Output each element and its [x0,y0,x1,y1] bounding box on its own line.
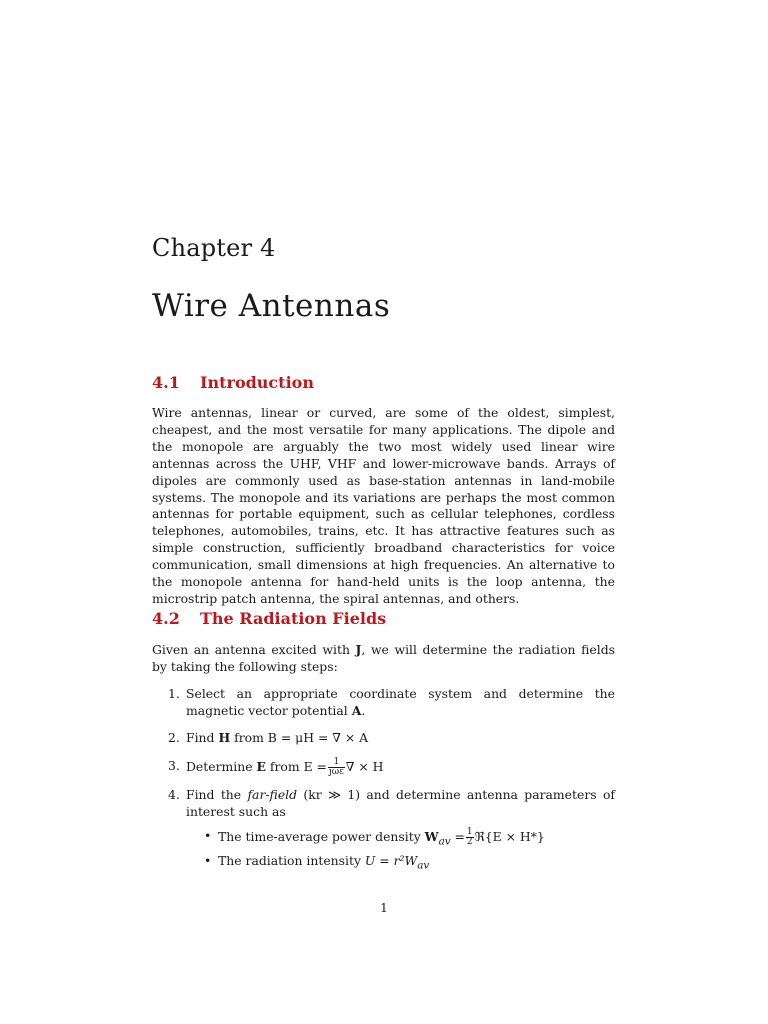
step-item: 2. Find H from B = μH = ∇ × A [168,730,369,746]
radiation-fields-intro: Given an antenna excited with J, we will determine the radiation fields by taking the following steps: [152,642,615,674]
step-item: 3. Determine E from E = $\frac{1}{\text{jωε}}$ ∇ × H [168,756,384,777]
step-item: 1. Select an appropriate coordinate system and determine the magnetic vector potential A. [168,686,615,718]
step-number: 2. [168,730,180,746]
chapter-title: Wire Antennas [152,288,391,324]
bullet-icon: • [204,853,212,869]
current-symbol: J [355,642,362,657]
chapter-label: Chapter 4 [152,234,276,262]
introduction-paragraph: Wire antennas, linear or curved, are some of the oldest, simplest, cheapest, and the most versatile for many applications. The dipole and the monopole are arguably the two most widely used linear wire antennas across the UHF, VHF and lower-microwave bands. Arrays of dipoles are commonly used as base-station antennas in land-mobile systems. The monopole and its variations are perhaps the most common antennas for portable equipment, such as cellular telephones, cordless telephones, automobiles, trains, etc. It has attractive features such as simple construction, sufficiently broadband characteristics for voice communication, small dimensions at high frequencies. An alternative to the monopole antenna for hand-held units is the loop antenna, the microstrip patch antenna, the spiral antennas, and others. [152,405,615,606]
step-equation: B = μH = ∇ × A [267,730,369,746]
section-title: The Radiation Fields [200,609,387,628]
bullet-icon: • [204,828,212,844]
section-heading-introduction [152,373,314,392]
bullet-item: • The radiation intensity $U = r^2W_{av}$ [204,853,430,872]
fraction: $\frac{1}{\text{jωε}}$ [328,756,344,777]
step-number: 3. [168,757,180,773]
page-number: 1 [380,901,388,915]
section-number: 4.1 [152,373,180,392]
step-number: 1. [168,686,180,701]
section-number: 4.2 [152,609,180,628]
steps-list [152,686,615,885]
bullet-list [186,828,615,875]
section-heading-radiation-fields [152,609,386,628]
step-number: 4. [168,787,180,803]
step-item: 4. Find the far-field (kr ≫ 1) and determine antenna parameters of interest such as • The time-average power density $W_{av}$ = $\frac{1}{2}$ ℜ{E × H*} • The radiation intensity $U = r^2W_{av}$ [152,787,615,875]
section-title: Introduction [200,373,314,392]
bullet-item: • The time-average power density $W_{av}$ = $\frac{1}{2}$ ℜ{E × H*} [204,827,545,848]
emphasis: far-field [247,787,298,803]
fraction: $\frac{1}{2}$ [466,827,473,848]
